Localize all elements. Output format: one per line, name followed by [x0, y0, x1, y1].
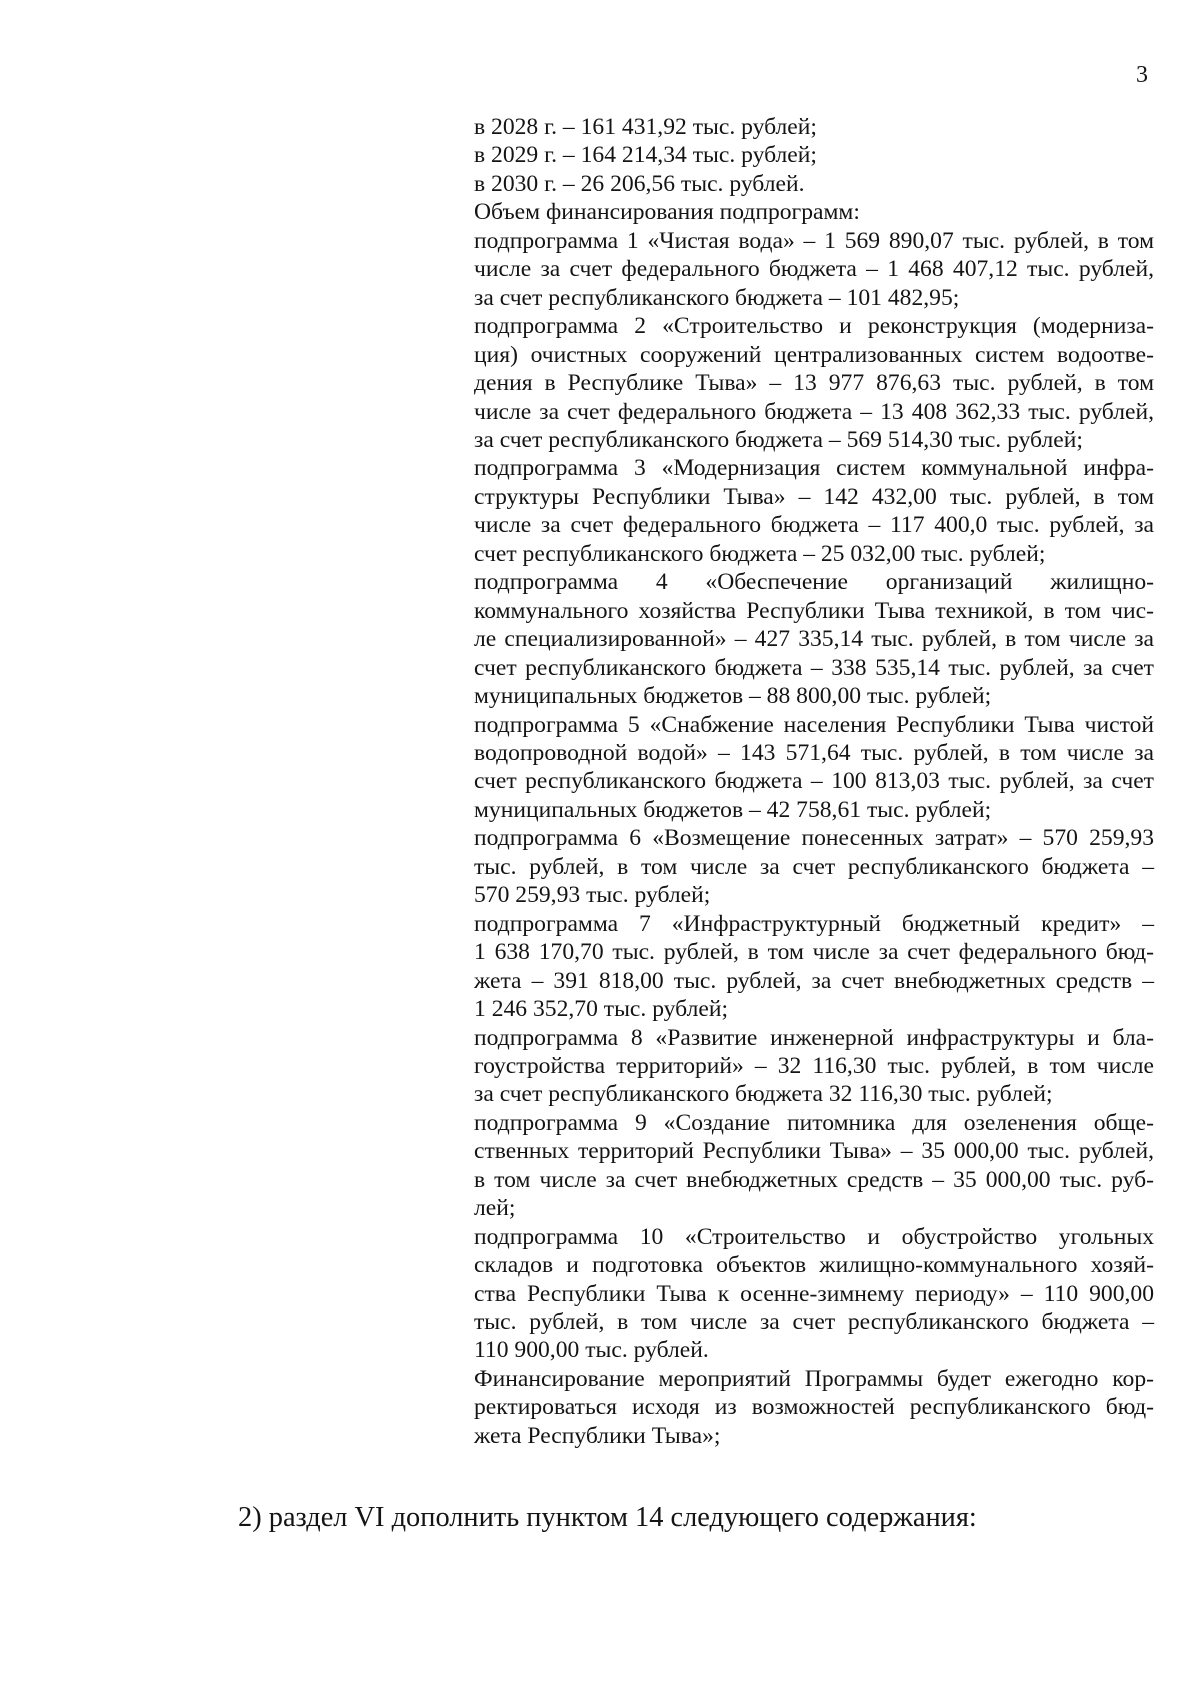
text-line: 1 638 170,70 тыс. рублей, в том числе за счет федерального бюд- — [474, 939, 1154, 966]
section-amendment-line: 2) раздел VI дополнить пунктом 14 следующего содержания: — [238, 1502, 977, 1533]
page-number: 3 — [1136, 62, 1148, 88]
text-line: лей; — [474, 1195, 516, 1222]
text-line: подпрограмма 9 «Создание питомника для озеленения обще- — [474, 1109, 1154, 1136]
text-line: в 2029 г. – 164 214,34 тыс. рублей; — [474, 142, 817, 169]
text-line: в том числе за счет внебюджетных средств – 35 000,00 тыс. руб- — [474, 1166, 1154, 1193]
text-line: подпрограмма 10 «Строительство и обустройство угольных — [474, 1223, 1154, 1250]
text-line: подпрограмма 2 «Строительство и реконструкция (модерниза- — [474, 313, 1154, 340]
text-line: за счет республиканского бюджета – 101 482,95; — [474, 284, 960, 311]
text-line: подпрограмма 5 «Снабжение населения Республики Тыва чистой — [474, 711, 1154, 738]
text-line: числе за счет федерального бюджета – 117 400,0 тыс. рублей, за — [474, 512, 1154, 539]
text-line: тыс. рублей, в том числе за счет республиканского бюджета – — [474, 853, 1154, 880]
text-line: подпрограмма 8 «Развитие инженерной инфраструктуры и бла- — [474, 1024, 1154, 1051]
text-line: Объем финансирования подпрограмм: — [474, 199, 860, 226]
text-line: в 2028 г. – 161 431,92 тыс. рублей; — [474, 114, 817, 140]
text-line: подпрограмма 6 «Возмещение понесенных затрат» – 570 259,93 — [474, 825, 1154, 852]
text-line: ция) очистных сооружений централизованных систем водоотве- — [474, 341, 1154, 368]
text-line: за счет республиканского бюджета 32 116,30 тыс. рублей; — [474, 1081, 1053, 1108]
text-line: 110 900,00 тыс. рублей. — [474, 1337, 709, 1364]
text-line: жета – 391 818,00 тыс. рублей, за счет внебюджетных средств – — [474, 967, 1154, 994]
text-line: счет республиканского бюджета – 25 032,00 тыс. рублей; — [474, 540, 1046, 567]
text-line: тыс. рублей, в том числе за счет республиканского бюджета – — [474, 1309, 1154, 1336]
text-line: муниципальных бюджетов – 42 758,61 тыс. рублей; — [474, 796, 992, 823]
text-line: ства Республики Тыва к осенне-зимнему периоду» – 110 900,00 — [474, 1280, 1154, 1307]
text-line: счет республиканского бюджета – 338 535,14 тыс. рублей, за счет — [474, 654, 1154, 681]
text-line: коммунального хозяйства Республики Тыва техникой, в том чис- — [474, 597, 1154, 624]
text-line: числе за счет федерального бюджета – 1 468 407,12 тыс. рублей, — [474, 256, 1154, 283]
text-line: числе за счет федерального бюджета – 13 408 362,33 тыс. рублей, — [474, 398, 1154, 425]
text-line: дения в Республике Тыва» – 13 977 876,63 тыс. рублей, в том — [474, 370, 1154, 397]
text-line: за счет республиканского бюджета – 569 514,30 тыс. рублей; — [474, 426, 1083, 453]
text-line: в 2030 г. – 26 206,56 тыс. рублей. — [474, 170, 805, 197]
text-line: 570 259,93 тыс. рублей; — [474, 882, 711, 909]
text-line: складов и подготовка объектов жилищно-коммунального хозяй- — [474, 1252, 1154, 1279]
text-line: ственных территорий Республики Тыва» – 35 000,00 тыс. рублей, — [474, 1138, 1154, 1165]
text-line: гоустройства территорий» – 32 116,30 тыс. рублей, в том числе — [474, 1052, 1154, 1079]
text-line: 1 246 352,70 тыс. рублей; — [474, 996, 729, 1023]
text-line: муниципальных бюджетов – 88 800,00 тыс. рублей; — [474, 683, 992, 710]
text-line: подпрограмма 7 «Инфраструктурный бюджетный кредит» – — [474, 910, 1154, 937]
text-line: подпрограмма 3 «Модернизация систем коммунальной инфра- — [474, 455, 1154, 482]
text-line: ректироваться исходя из возможностей республиканского бюд- — [474, 1394, 1154, 1421]
text-line: Финансирование мероприятий Программы будет ежегодно кор- — [474, 1365, 1154, 1392]
text-line: подпрограмма 1 «Чистая вода» – 1 569 890,07 тыс. рублей, в том — [474, 227, 1154, 254]
text-line: подпрограмма 4 «Обеспечение организаций жилищно- — [474, 569, 1154, 596]
text-line: счет республиканского бюджета – 100 813,03 тыс. рублей, за счет — [474, 768, 1154, 795]
text-line: ле специализированной» – 427 335,14 тыс. рублей, в том числе за — [474, 626, 1154, 653]
text-line: водопроводной водой» – 143 571,64 тыс. рублей, в том числе за — [474, 739, 1154, 766]
text-line: структуры Республики Тыва» – 142 432,00 тыс. рублей, в том — [474, 483, 1154, 510]
financing-text-column — [474, 113, 1154, 1450]
text-line: жета Республики Тыва»; — [474, 1422, 721, 1449]
